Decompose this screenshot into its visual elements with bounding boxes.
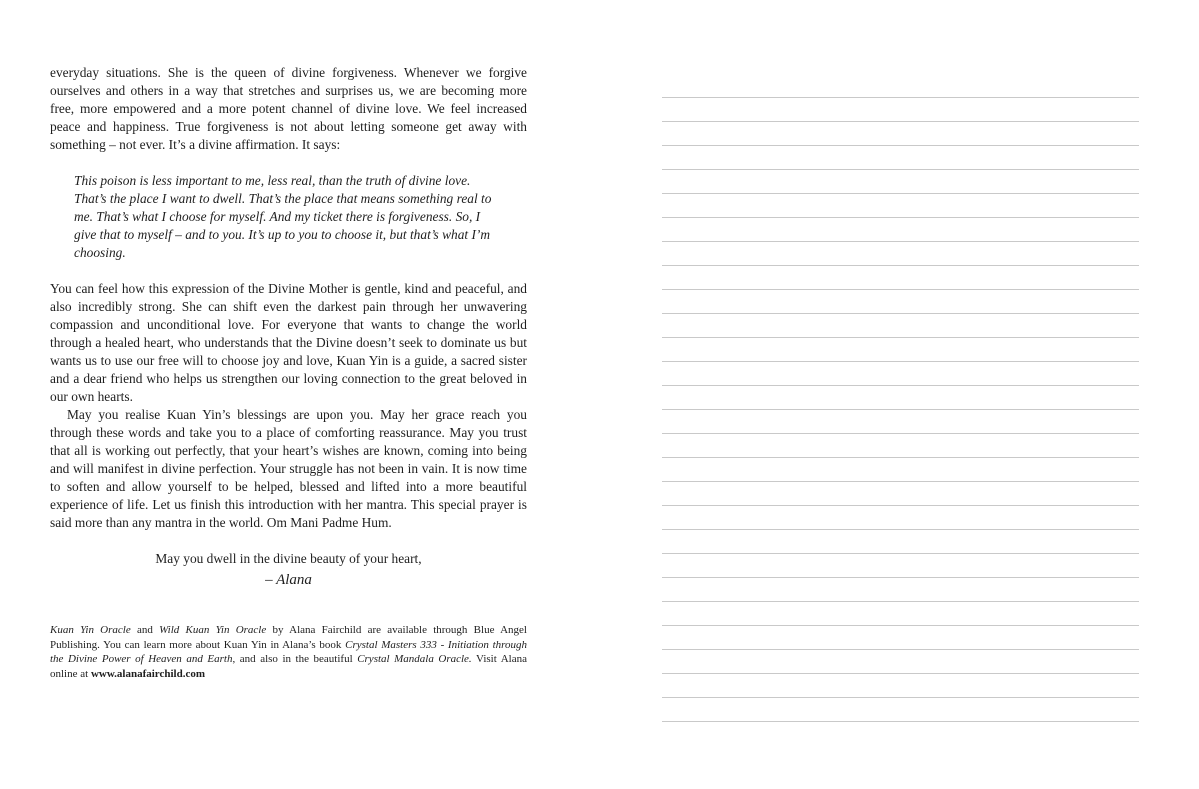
- ruled-line: [662, 337, 1139, 338]
- footnote-website: www.alanafairchild.com: [90, 667, 206, 680]
- closing-line: May you dwell in the divine beauty of your heart,: [155, 551, 422, 566]
- ruled-line: [662, 169, 1139, 170]
- ruled-line: [662, 193, 1139, 194]
- divine-mother-paragraph: You can feel how this expression of the Divine Mother is gentle, kind and peaceful, and also incredibly strong. She can shift even the darkest pain through her unwavering compassion and unconditional love. For everyone that wants to change the world through a healed heart, who understands that the Divine doesn’t seek to dominate us but wants us to use our free will to choose joy and love, Kuan Yin is a guide, a sacred sister and a dear friend who helps us strengthen our loving connection to the great beloved in our own hearts.: [50, 281, 527, 404]
- blessing-paragraph: May you realise Kuan Yin’s blessings are upon you. May her grace reach you through these words and take you to a place of comforting reassurance. May you trust that all is working out perfectly, that your heart’s wishes are known, coming into being and will manifest in divine perfection. Your struggle has not been in vain. It is now time to soften and allow yourself to be helped, blessed and lifted into a more beautiful experience of life. Let us finish this introduction with her mantra. This special prayer is said more than any mantra in the world. Om Mani Padme Hum.: [50, 407, 527, 530]
- ruled-line: [662, 505, 1139, 506]
- ruled-line: [662, 673, 1139, 674]
- ruled-line: [662, 601, 1139, 602]
- ruled-line: [662, 721, 1139, 722]
- ruled-line: [662, 529, 1139, 530]
- ruled-line: [662, 577, 1139, 578]
- ruled-line: [662, 241, 1139, 242]
- footnote-text-2: , and also in the beautiful: [232, 653, 358, 665]
- ruled-line: [662, 385, 1139, 386]
- ruled-line: [662, 457, 1139, 458]
- signature: – Alana: [265, 572, 312, 588]
- footnote-text-3: Visit Alana online at: [50, 653, 527, 680]
- ruled-line: [662, 481, 1139, 482]
- footnote-title-wild-kuan-yin-oracle: Wild Kuan Yin Oracle: [159, 624, 267, 636]
- ruled-line: [662, 697, 1139, 698]
- ruled-line: [662, 625, 1139, 626]
- ruled-notes-page: [662, 0, 1139, 789]
- footnote-title-crystal-mandala: Crystal Mandala Oracle.: [357, 653, 472, 665]
- footnote-text-1: by Alana Fairchild are available through Blue Angel Publishing. You can learn more about Kuan Yin in Alana’s book: [50, 624, 527, 651]
- left-page-text: [50, 64, 527, 681]
- ruled-line: [662, 121, 1139, 122]
- ruled-line: [662, 361, 1139, 362]
- ruled-line: [662, 289, 1139, 290]
- footnote-title-kuan-yin-oracle: Kuan Yin Oracle: [50, 624, 131, 636]
- ruled-line: [662, 553, 1139, 554]
- footnote-and: and: [130, 624, 160, 636]
- ruled-line: [662, 145, 1139, 146]
- ruled-line: [662, 649, 1139, 650]
- ruled-line: [662, 313, 1139, 314]
- footnote-title-crystal-masters: Crystal Masters 333 - Initiation through the Divine Power of Heaven and Earth: [50, 638, 528, 665]
- ruled-line: [662, 97, 1139, 98]
- intro-paragraph: everyday situations. She is the queen of divine forgiveness. Whenever we forgive ourselves and others in a way that stretches and surprises us, we are becoming more free, more empowered and a more potent channel of divine love. We feel increased peace and happiness. True forgiveness is not about letting someone get away with something – not ever. It’s a divine affirmation. It says:: [50, 65, 527, 152]
- ruled-line: [662, 409, 1139, 410]
- forgiveness-quote: This poison is less important to me, less real, than the truth of divine love. That’s the place I want to dwell. That’s the place that means something real to me. That’s what I choose for myself. And my ticket there is forgiveness. So, I give that to myself – and to you. It’s up to you to choose it, but that’s what I’m choosing.: [74, 173, 492, 260]
- ruled-line: [662, 217, 1139, 218]
- ruled-line: [662, 265, 1139, 266]
- ruled-line: [662, 433, 1139, 434]
- closing-block: [50, 550, 527, 589]
- footnote: [50, 623, 527, 681]
